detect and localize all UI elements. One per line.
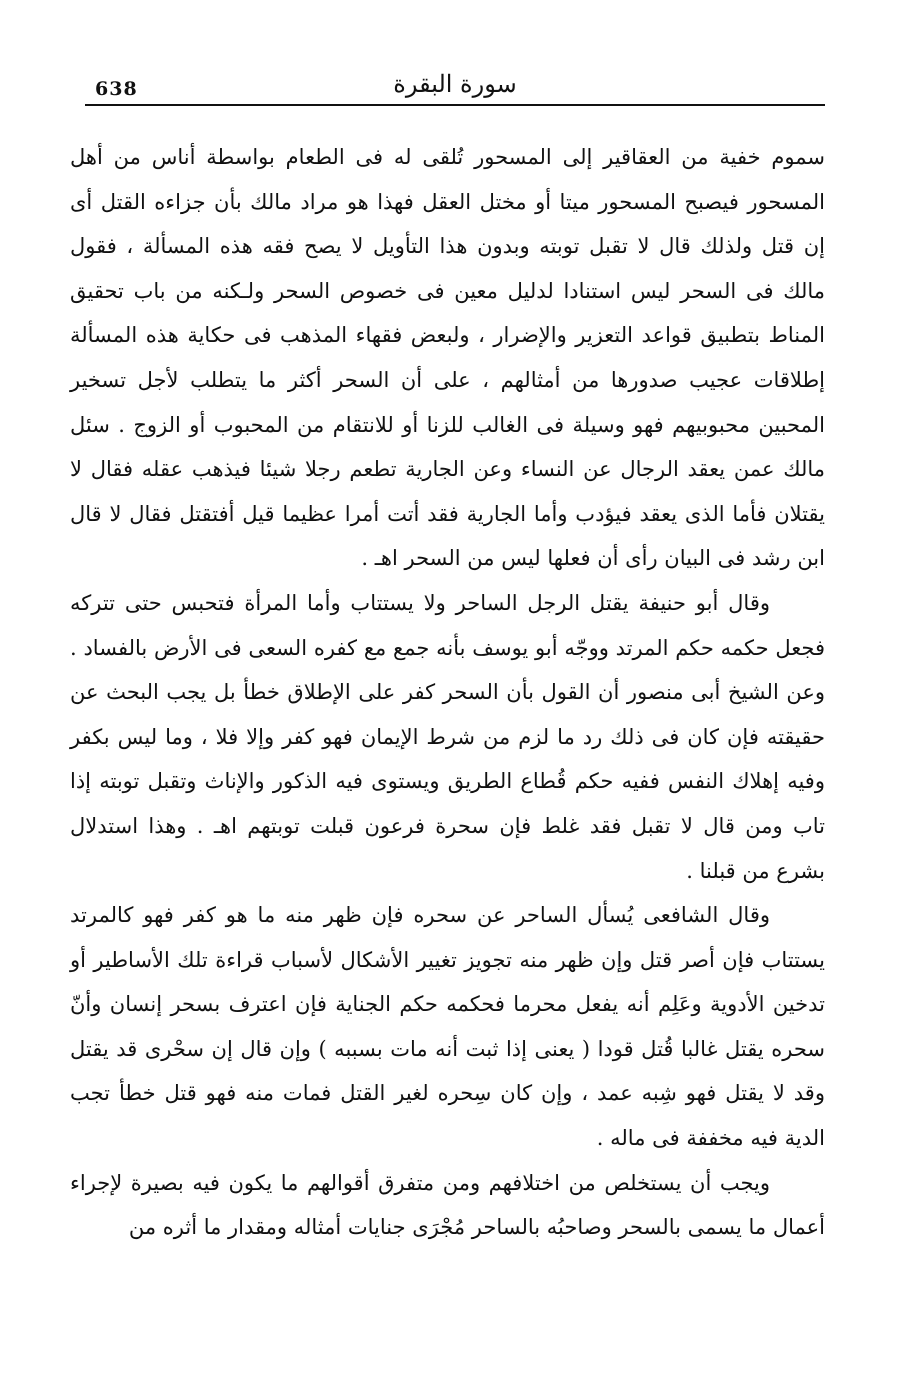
header-rule xyxy=(85,104,825,106)
page-body xyxy=(70,135,825,1250)
running-title: سورة البقرة xyxy=(393,70,517,98)
paragraph-4: ويجب أن يستخلص من اختلافهم ومن متفرق أقوالهم ما يكون فيه بصيرة لإجراء أعمال ما يسمى بالسحر وصاحبُه بالساحر مُجْرَى جنايات أمثاله ومقدار ما أثره من xyxy=(70,1170,825,1240)
paragraph-1: سموم خفية من العقاقير إلى المسحور تُلقى له فى الطعام بواسطة أناس من أهل المسحور فيصبح المسحور ميتا أو مختل العقل فهذا هو مراد مالك بأن جزاءه القتل أى إن قتل ولذلك قال لا تقبل توبته وبدون هذا التأويل لا يصح فقه هذه المسألة ، فقول مالك فى السحر ليس استنادا لدليل معين فى خصوص السحر ولـكنه من باب تحقيق المناط بتطبيق قواعد التعزير والإضرار ، ولبعض فقهاء المذهب فى حكاية هذه المسألة إطلاقات عجيب صدورها من أمثالهم ، على أن السحر أكثر ما يتطلب لأجل تسخير المحبين محبوبيهم فهو وسيلة فى الغالب للزنا أو للانتقام من المحبوب أو الزوج . سئل مالك عمن يعقد الرجال عن النساء وعن الجارية تطعم رجلا شيئا فيذهب عقله فقال لا يقتلان فأما الذى يعقد فيؤدب وأما الجارية فقد أتت أمرا عظيما قيل أفتقتل فقال لا قال ابن رشد فى البيان رأى أن فعلها ليس من السحر اهـ . xyxy=(70,145,825,571)
paragraph-3: وقال الشافعى يُسأل الساحر عن سحره فإن ظهر منه ما هو كفر فهو كالمرتد يستتاب فإن أصر قتل وإن ظهر منه تجويز تغيير الأشكال لأسباب قراءة تلك الأساطير أو تدخين الأدوية وعَلِم أنه يفعل محرما فحكمه حكم الجناية فإن اعترف بسحر إنسان وأنّ سحره يقتل غالبا قُتل قودا ( يعنى إذا ثبت أنه مات بسببه ) وإن قال إن سحْرى قد يقتل وقد لا يقتل فهو شِبه عمد ، وإن كان سِحره لغير القتل فمات منه فهو قتل خطأ تجب الدية فيه مخففة فى ماله . xyxy=(70,903,825,1151)
paragraph-2: وقال أبو حنيفة يقتل الرجل الساحر ولا يستتاب وأما المرأة فتحبس حتى تتركه فجعل حكمه حكم المرتد ووجّه أبو يوسف بأنه جمع مع كفره السعى فى الأرض بالفساد . وعن الشيخ أبى منصور أن القول بأن السحر كفر على الإطلاق خطأ بل يجب البحث عن حقيقته فإن كان فى ذلك رد ما لزم من شرط الإيمان فهو كفر وإلا فلا ، وما ليس بكفر وفيه إهلاك النفس ففيه حكم قُطاع الطريق ويستوى فيه الذكور والإناث وتقبل توبته إذا تاب ومن قال لا تقبل فقد غلط فإن سحرة فرعون قبلت توبتهم اهـ . وهذا استدلال بشرع من قبلنا . xyxy=(70,590,825,883)
page-header xyxy=(85,58,825,102)
page-number: 638 xyxy=(95,78,138,100)
